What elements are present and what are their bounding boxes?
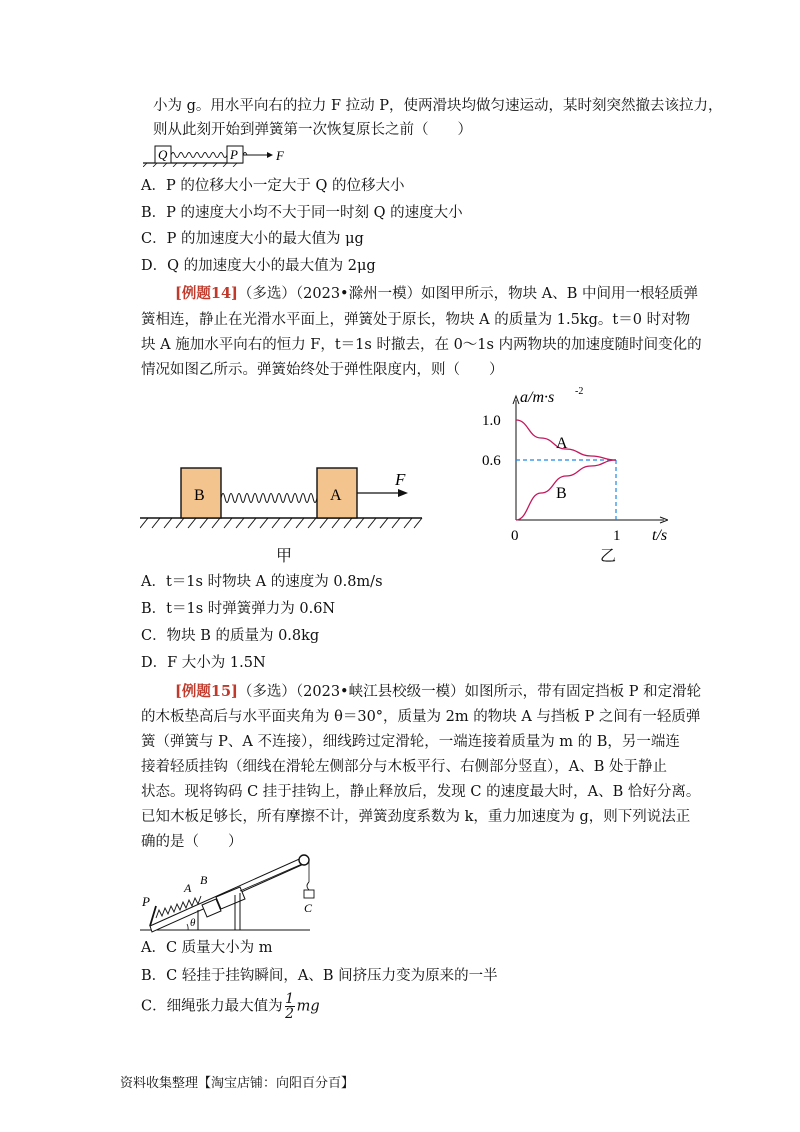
q13-stem-line-2: 则从此刻开始到弹簧第一次恢复原长之前（ ） [153,122,472,138]
q15-label-p: P [142,894,150,909]
q14-stem-line-1-text: （多选）（2023•滁州一模）如图甲所示，物块 A、B 中间用一根轻质弹 [237,286,698,302]
q15-option-c [141,992,320,1021]
q15-label-c: C [304,901,313,915]
q15-stem-line-2: 的木板垫高后与水平面夹角为 θ＝30°，质量为 2m 的物块 A 与挡板 P 之间有一轻质弹 [141,709,701,725]
q15-stem-line-7: 确的是（ ） [141,834,243,850]
q14-label: [例题14] [175,285,238,302]
q13-option-a: A．P 的位移大小一定大于 Q 的位移大小 [141,178,405,194]
q14-label-f: F [395,470,406,489]
q14-option-b: B．t＝1s 时弹簧弹力为 0.6N [141,601,336,617]
q13-figure [143,143,303,167]
q14-spring [221,494,317,503]
q14-option-c: C．物块 B 的质量为 0.8kg [141,628,320,644]
chart-y-label: a/m·s [520,389,555,406]
q15-hook [307,882,309,890]
chart-y-exp: -2 [575,386,584,397]
q14-chart-yi [478,380,668,540]
q15-option-b: B．C 轻挂于挂钩瞬间，A、B 间挤压力变为原来的一半 [141,968,498,984]
q14-caption-yi: 乙 [600,546,617,565]
q13-option-b: B．P 的速度大小均不大于同一时刻 Q 的速度大小 [141,205,463,221]
q15-option-c-denominator: 2 [285,1006,295,1022]
q15-stem-line-5: 状态。现将钩码 C 挂于挂钩上，静止释放后，发现 C 的速度最大时，A、B 恰好分离。 [141,784,701,800]
chart-series-a-label: A [556,435,568,452]
chart-y-tick-top: 1.0 [482,413,501,429]
q15-label-b: B [200,873,208,887]
q13-label-f: F [276,148,284,163]
q15-option-c-suffix: mg [296,998,320,1015]
q13-label-q: Q [158,147,168,162]
q14-stem-line-1 [175,284,698,304]
q14-stem-line-3: 块 A 施加水平向右的恒力 F，t＝1s 时撤去，在 0～1s 内两物块的加速度随时间变化的 [141,337,702,353]
q15-stem-line-3: 簧（弹簧与 P、A 不连接），细线跨过定滑轮，一端连接着质量为 m 的 B，另一端连 [141,734,680,750]
q15-stem-line-6: 已知木板足够长，所有摩擦不计，弹簧劲度系数为 k，重力加速度为 g，则下列说法正 [141,809,691,825]
q15-label-theta: θ [190,917,196,929]
q15-stem-line-4: 接着轻质挂钩（细线在滑轮左侧部分与木板平行、右侧部分竖直），A、B 处于静止 [141,759,667,775]
q13-stem-line-1: 小为 g。用水平向右的拉力 F 拉动 P，使两滑块均做匀速运动，某时刻突然撤去该拉力， [153,98,723,114]
q15-stem-line-1-text: （多选）（2023•峡江县校级一模）如图所示，带有固定挡板 P 和定滑轮 [237,684,702,700]
q14-label-b: B [194,487,205,504]
q14-stem-line-2: 簧相连，静止在光滑水平面上，弹簧处于原长，物块 A 的质量为 1.5kg。t＝0 时对物 [141,312,691,328]
q15-stopper-p [150,906,156,926]
q14-caption-jia: 甲 [276,546,293,565]
q15-weight-c [304,890,314,898]
chart-y-tick-mid: 0.6 [482,453,501,469]
q15-option-a: A．C 质量大小为 m [141,940,273,956]
q15-stem-line-1 [175,682,701,702]
q13-option-c: C．P 的加速度大小的最大值为 μg [141,231,364,247]
q15-option-c-fraction [285,992,295,1021]
q14-ground-hatch [140,518,422,528]
q14-label-a: A [330,487,342,504]
q15-option-c-text: C．细绳张力最大值为 [141,998,283,1015]
chart-x-label: t/s [652,527,668,540]
q13-option-d: D．Q 的加速度大小的最大值为 2μg [141,258,376,274]
chart-origin: 0 [511,528,519,540]
q15-option-c-numerator: 1 [285,991,295,1007]
q15-figure [140,850,330,935]
chart-series-b-label: B [556,485,567,502]
q14-option-a: A．t＝1s 时物块 A 的速度为 0.8m/s [141,574,383,590]
q14-option-d: D．F 大小为 1.5N [141,655,266,671]
q14-figure-jia [140,460,430,532]
q15-string [240,864,302,891]
q15-label: [例题15] [175,683,238,700]
q14-stem-line-4: 情况如图乙所示。弹簧始终处于弹性限度内，则（ ） [141,362,504,378]
q13-label-p: P [230,147,238,162]
q15-label-a: A [184,881,192,895]
page-footer: 资料收集整理【淘宝店铺：向阳百分百】 [120,1076,355,1091]
q15-pulley [299,855,309,865]
chart-x-tick: 1 [613,528,621,540]
